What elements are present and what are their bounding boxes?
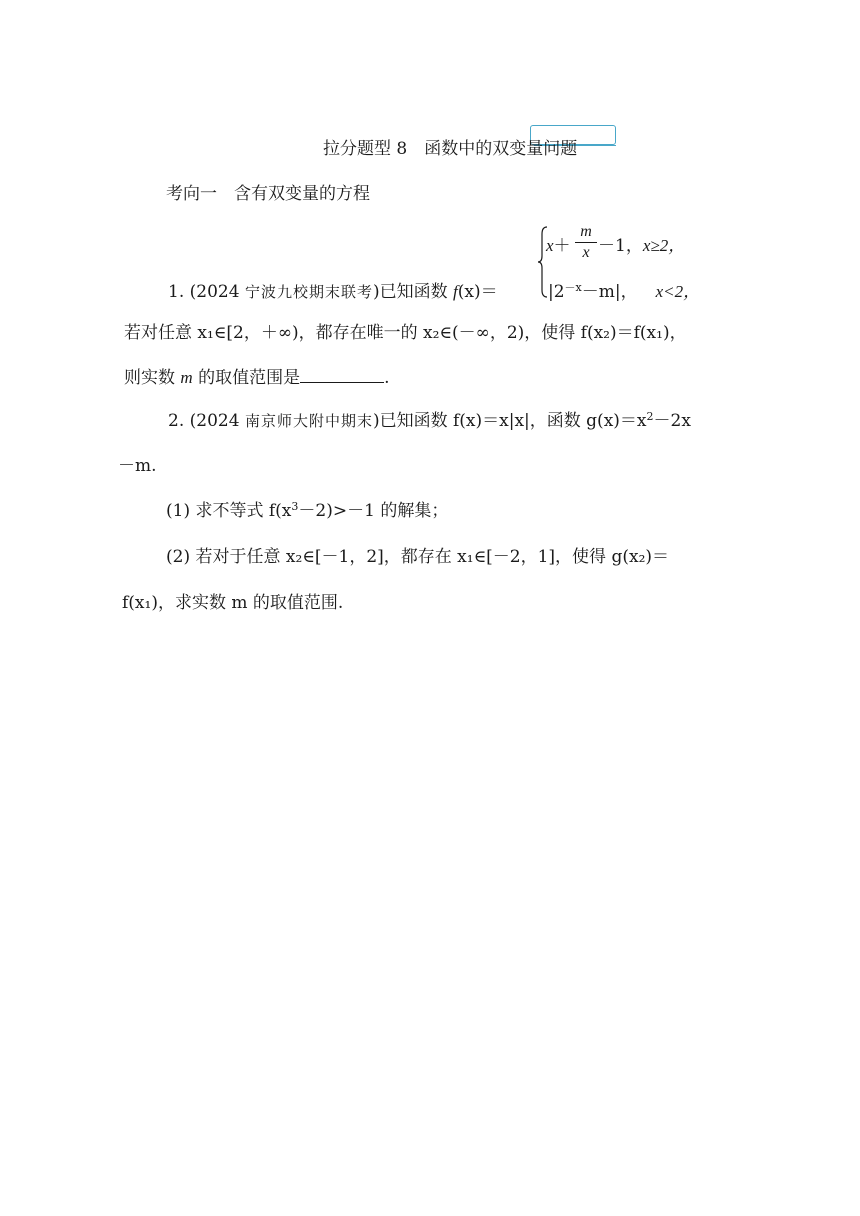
q1-year: 2024 bbox=[196, 282, 245, 302]
fraction-denominator: x bbox=[582, 244, 590, 261]
q1-case1-fraction bbox=[575, 224, 597, 261]
q1-paren: (x)＝ bbox=[457, 282, 498, 302]
q2-subquestion-1: (1) 求不等式 $f(x^3-2)>-1$ 的解集； bbox=[166, 500, 449, 521]
q2-subquestion-2-line1: (2) 若对于任意 x₂∈[－1，2]，都存在 x₁∈[－2，1]，使得 g(x₂)＝ bbox=[166, 547, 670, 567]
q2-line1: 2. (2024 南京师大附中期末)已知函数 f(x)＝x|x|，函数 $g(x)=x^2-2x$ bbox=[168, 410, 691, 431]
page-title: 拉分题型 8 函数中的双变量问题 bbox=[323, 139, 578, 159]
fraction-numerator: m bbox=[580, 223, 592, 240]
q1-number: 1. ( bbox=[168, 282, 197, 302]
q1-f: f bbox=[453, 282, 458, 301]
q1-case1-rest: －1，x≥2， bbox=[598, 236, 686, 256]
q1-line1 bbox=[168, 283, 498, 301]
q1-case1-x: x＋ bbox=[546, 236, 571, 255]
q1-line3: 则实数 m 的取值范围是 . bbox=[124, 368, 390, 388]
q1-case2: $|2^{-x}-m|$， x<2， bbox=[548, 281, 701, 302]
section-heading: 考向一 含有双变量的方程 bbox=[166, 184, 370, 204]
q2-line2: －m. bbox=[118, 456, 157, 476]
q2-subquestion-2-line2: f(x₁)，求实数 m 的取值范围. bbox=[122, 593, 344, 613]
answer-blank bbox=[300, 368, 384, 383]
q1-line2: 若对任意 x₁∈[2，＋∞)，都存在唯一的 x₂∈(－∞，2)，使得 f(x₂)＝f(x₁)， bbox=[124, 323, 687, 343]
q2-source: 南京师大附中期末 bbox=[244, 413, 373, 430]
q1-lead: )已知函数 bbox=[372, 282, 453, 302]
q1-source: 宁波九校期末联考 bbox=[244, 284, 373, 301]
